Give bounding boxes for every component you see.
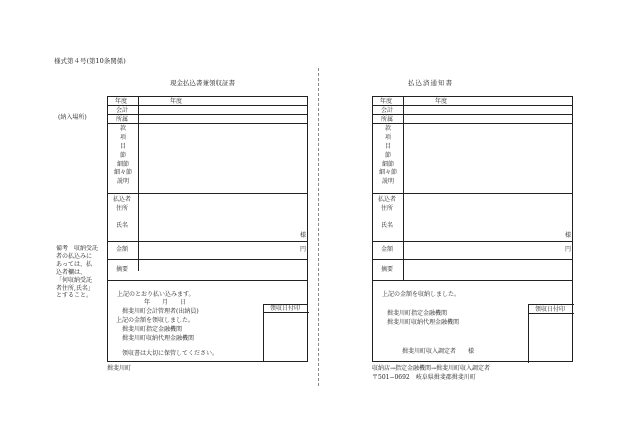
account-label: 会計	[116, 106, 129, 114]
category-label: 款	[119, 125, 126, 132]
dept-label: 所属	[116, 115, 129, 123]
category-label: 細節	[116, 160, 129, 168]
summary-label: 摘要	[116, 266, 129, 273]
honorific: 様	[565, 232, 572, 239]
category-label: 説明	[116, 178, 129, 186]
row-line	[373, 193, 572, 194]
label-column-divider	[403, 241, 404, 280]
row-line	[373, 105, 572, 106]
row-line	[108, 123, 307, 124]
yen-unit: 円	[565, 246, 572, 253]
row-line	[373, 259, 572, 260]
row-line	[373, 241, 572, 242]
year-label: 年度	[115, 97, 128, 105]
remarks-line: 者の払込みに	[56, 252, 93, 260]
dept-label: 所属	[381, 115, 394, 123]
category-label: 目	[119, 142, 126, 150]
remarks-note	[56, 245, 106, 300]
remarks-line: 者住所,氏名」	[56, 284, 94, 292]
date-stamp-box	[528, 304, 574, 363]
revenue-officer: 揖斐川町収入調定者 様	[402, 348, 475, 355]
stamp-label: 領収日付印	[270, 304, 301, 312]
perforation-line	[318, 68, 319, 386]
received-statement: 上記の金額を収納しました。	[382, 291, 461, 298]
account-label: 会計	[381, 106, 394, 114]
row-line	[108, 105, 307, 106]
remarks-line: 込者欄は、	[56, 268, 87, 276]
date-stamp-box	[263, 304, 309, 362]
right-form-title: 払込済通知書	[408, 79, 453, 87]
category-label: 細々節	[378, 169, 397, 177]
receipt-form-table	[107, 96, 308, 362]
amount-label: 金額	[116, 246, 129, 253]
address-label: 住所	[116, 205, 129, 212]
remarks-line: 「何収納受託	[56, 276, 93, 284]
row-line	[108, 241, 307, 242]
address-label: 住所	[381, 205, 394, 212]
label-column-divider	[138, 97, 139, 241]
name-label: 氏名	[381, 222, 394, 229]
treasurer-line: 揖斐川町会計管理者(出納員)	[122, 308, 199, 315]
payer-label: 払込者	[378, 196, 397, 203]
budget-category-labels	[373, 125, 403, 187]
row-line	[373, 123, 572, 124]
label-column-divider	[138, 241, 139, 271]
mailing-address: 〒501−0692 岐阜県揖斐郡揖斐川町	[372, 374, 476, 381]
payer-label: 払込者	[113, 196, 132, 203]
label-column-divider	[403, 97, 404, 241]
row-line	[108, 280, 307, 281]
name-label: 氏名	[116, 222, 129, 229]
agent-bank: 揖斐川町収納代理金融機関	[387, 319, 460, 326]
row-line	[108, 114, 307, 115]
date-line: 年 月 日	[132, 299, 187, 306]
year-value: 年度	[435, 97, 448, 105]
remarks-line: あっては、払	[56, 260, 92, 268]
agent-bank: 揖斐川町収納代理金融機関	[122, 335, 195, 342]
category-label: 細節	[381, 160, 394, 168]
category-label: 説明	[381, 178, 394, 186]
row-line	[108, 259, 307, 260]
amount-label: 金額	[381, 246, 394, 253]
category-label: 項	[119, 133, 126, 141]
payment-statement: 上記のとおり払い込みます。	[117, 291, 195, 298]
remarks-line: 備考 収納受託	[56, 245, 99, 252]
category-label: 細々節	[113, 169, 132, 177]
budget-category-labels	[108, 125, 138, 187]
category-label: 目	[384, 142, 391, 150]
category-label: 項	[384, 133, 391, 141]
designated-bank: 揖斐川町指定金融機関	[387, 310, 448, 317]
category-label: 款	[384, 125, 391, 132]
row-line	[108, 193, 307, 194]
payment-notice-table	[372, 96, 573, 362]
keep-note: 領収書は大切に保管してください。	[122, 350, 219, 357]
year-value: 年度	[170, 97, 183, 105]
year-label: 年度	[380, 97, 393, 105]
designated-bank: 揖斐川町指定金融機関	[122, 326, 183, 333]
received-statement: 上記の金額を領収しました。	[116, 317, 195, 324]
yen-unit: 円	[300, 246, 307, 253]
category-label: 節	[119, 151, 126, 159]
stamp-label: 領収日付印	[535, 305, 566, 313]
payment-place-label: (納入場所)	[58, 114, 87, 121]
category-label: 節	[384, 151, 391, 159]
honorific: 様	[300, 232, 307, 239]
row-line	[373, 280, 572, 281]
remarks-line: とすること。	[56, 292, 93, 300]
form-number: 様式第４号(第10条関係)	[54, 57, 126, 65]
summary-label: 摘要	[381, 266, 394, 273]
routing-note: 収納店→指定金融機関→揖斐川町収入調定者	[372, 365, 491, 372]
left-footer: 揖斐川町	[107, 365, 132, 372]
row-line	[373, 114, 572, 115]
left-form-title: 現金払込書兼領収証書	[170, 79, 235, 87]
